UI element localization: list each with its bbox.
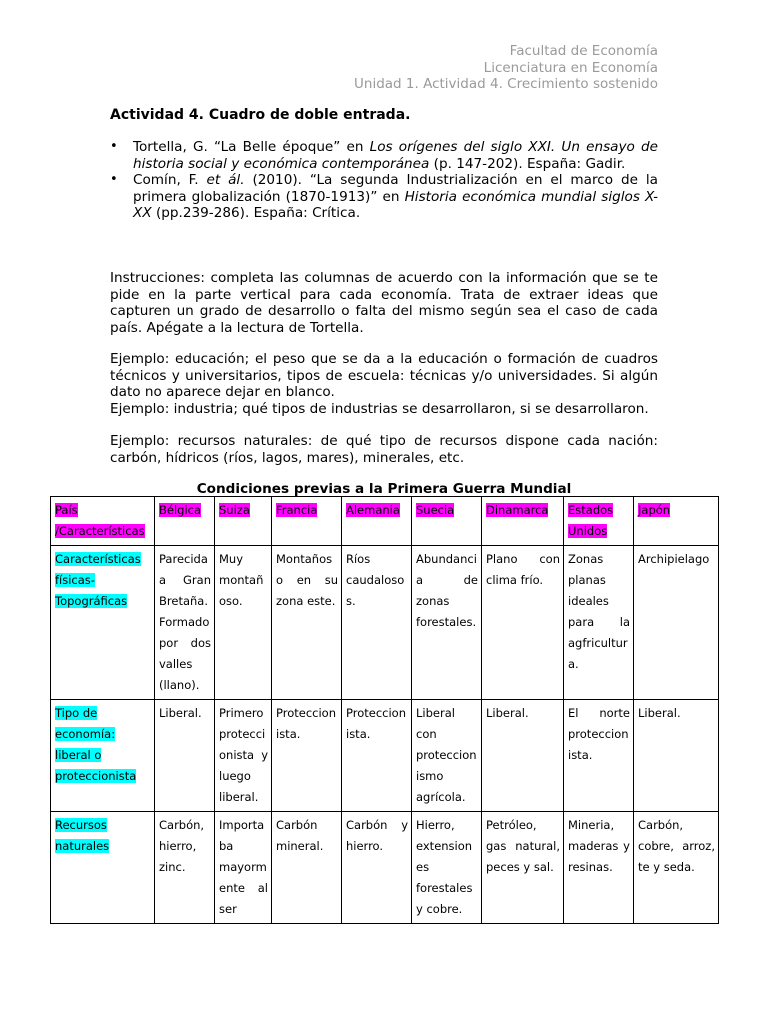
reference-text: Comín, F. xyxy=(133,172,207,188)
header-faculty: Facultad de Economía xyxy=(509,43,658,59)
table-cell: Muy montañoso. xyxy=(215,546,272,700)
reference-text: Tortella, G. “La Belle époque” en xyxy=(133,139,370,155)
table-cell: Primero proteccionista y luego liberal. xyxy=(215,700,272,812)
reference-text: (pp.239-286). España: Crítica. xyxy=(151,205,361,221)
table-cell: Importaba mayormente al ser xyxy=(215,812,272,924)
row-label-cell: Tipo de economía: liberal o proteccionista xyxy=(51,700,155,812)
reference-italic: Los orígenes del siglo XXI. Un ensayo de historia social y económica contemporánea xyxy=(133,139,658,172)
reference-item xyxy=(110,172,658,222)
example-resources: Ejemplo: recursos naturales: de qué tipo de recursos dispone cada nación: carbón, hídricos (ríos, lagos, mares), minerales, etc. xyxy=(110,433,658,466)
reference-text: (p. 147-202). España: Gadir. xyxy=(429,155,626,172)
bullet-icon: • xyxy=(110,139,118,154)
table-cell: Liberal. xyxy=(155,700,215,812)
table-cell: Mineria, maderas y resinas. xyxy=(564,812,634,924)
reference-item xyxy=(110,139,658,172)
header-cell: Suiza xyxy=(215,497,272,546)
table-cell: Proteccionista. xyxy=(342,700,412,812)
table-header-row xyxy=(51,497,719,546)
row-label-cell: Características físicas-Topográficas xyxy=(51,546,155,700)
table-cell: Zonas planas ideales para la agfricultura. xyxy=(564,546,634,700)
reference-text: (2010). “La segunda Industrialización en el marco de la primera globalización (1870-1913)” en xyxy=(133,172,658,205)
header-cell: Francia xyxy=(272,497,342,546)
header-cell: Dinamarca xyxy=(482,497,564,546)
example-industry: Ejemplo: industria; qué tipos de industrias se desarrollaron, si se desarrollaron. xyxy=(110,401,649,417)
table-cell: Abundancia de zonas forestales. xyxy=(412,546,482,700)
table-cell: El norte proteccionista. xyxy=(564,700,634,812)
table-cell: Carbón y hierro. xyxy=(342,812,412,924)
table-row xyxy=(51,812,719,924)
example-education: Ejemplo: educación; el peso que se da a la educación o formación de cuadros técnicos y universitarios, tipos de escuela: técnicas y/o universidades. Si algún dato no aparece dejar en blanco. xyxy=(110,351,658,400)
header-cell: Alemania xyxy=(342,497,412,546)
table-cell: Ríos caudalosos. xyxy=(342,546,412,700)
table-cell: Archipielago xyxy=(634,546,719,700)
reference-italic: et ál. xyxy=(206,172,245,188)
reference-list xyxy=(110,139,658,222)
row-label-cell: Recursos naturales xyxy=(51,812,155,924)
table-cell: Carbón mineral. xyxy=(272,812,342,924)
table-cell: Liberal con proteccionismo agrícola. xyxy=(412,700,482,812)
page-title: Actividad 4. Cuadro de doble entrada. xyxy=(110,107,411,123)
table-cell: Hierro, extensiones forestales y cobre. xyxy=(412,812,482,924)
table-cell: Proteccionista. xyxy=(272,700,342,812)
header-cell: Japón xyxy=(634,497,719,546)
header-cell: Suecia xyxy=(412,497,482,546)
document-header xyxy=(354,43,658,93)
header-cell: País /Características xyxy=(51,497,155,546)
header-cell: Bélgica xyxy=(155,497,215,546)
table-cell: Petróleo, gas natural, peces y sal. xyxy=(482,812,564,924)
instructions-paragraph: Instrucciones: completa las columnas de acuerdo con la información que se te pide en la parte vertical para cada economía. Trata de extraer ideas que capturen un grado de desarrollo o falta del mismo según sea el caso de cada país. Apégate a la lectura de Tortella. xyxy=(110,270,658,336)
header-unit: Unidad 1. Actividad 4. Crecimiento sostenido xyxy=(354,76,658,92)
header-degree: Licenciatura en Economía xyxy=(483,59,658,76)
comparison-table xyxy=(50,496,719,924)
table-cell: Carbón, hierro, zinc. xyxy=(155,812,215,924)
bullet-icon: • xyxy=(110,172,118,187)
reference-italic: Historia económica mundial siglos X-XX xyxy=(133,188,658,221)
table-row xyxy=(51,700,719,812)
table-row xyxy=(51,546,719,700)
table-cell: Liberal. xyxy=(482,700,564,812)
header-cell: Estados Unidos xyxy=(564,497,634,546)
table-cell: Plano con clima frío. xyxy=(482,546,564,700)
table-cell: Parecida a Gran Bretaña. Formado por dos valles (llano). xyxy=(155,546,215,700)
table-cell: Montaños o en su zona este. xyxy=(272,546,342,700)
table-title: Condiciones previas a la Primera Guerra Mundial xyxy=(196,481,572,497)
table-cell: Carbón, cobre, arroz, te y seda. xyxy=(634,812,719,924)
table-cell: Liberal. xyxy=(634,700,719,812)
